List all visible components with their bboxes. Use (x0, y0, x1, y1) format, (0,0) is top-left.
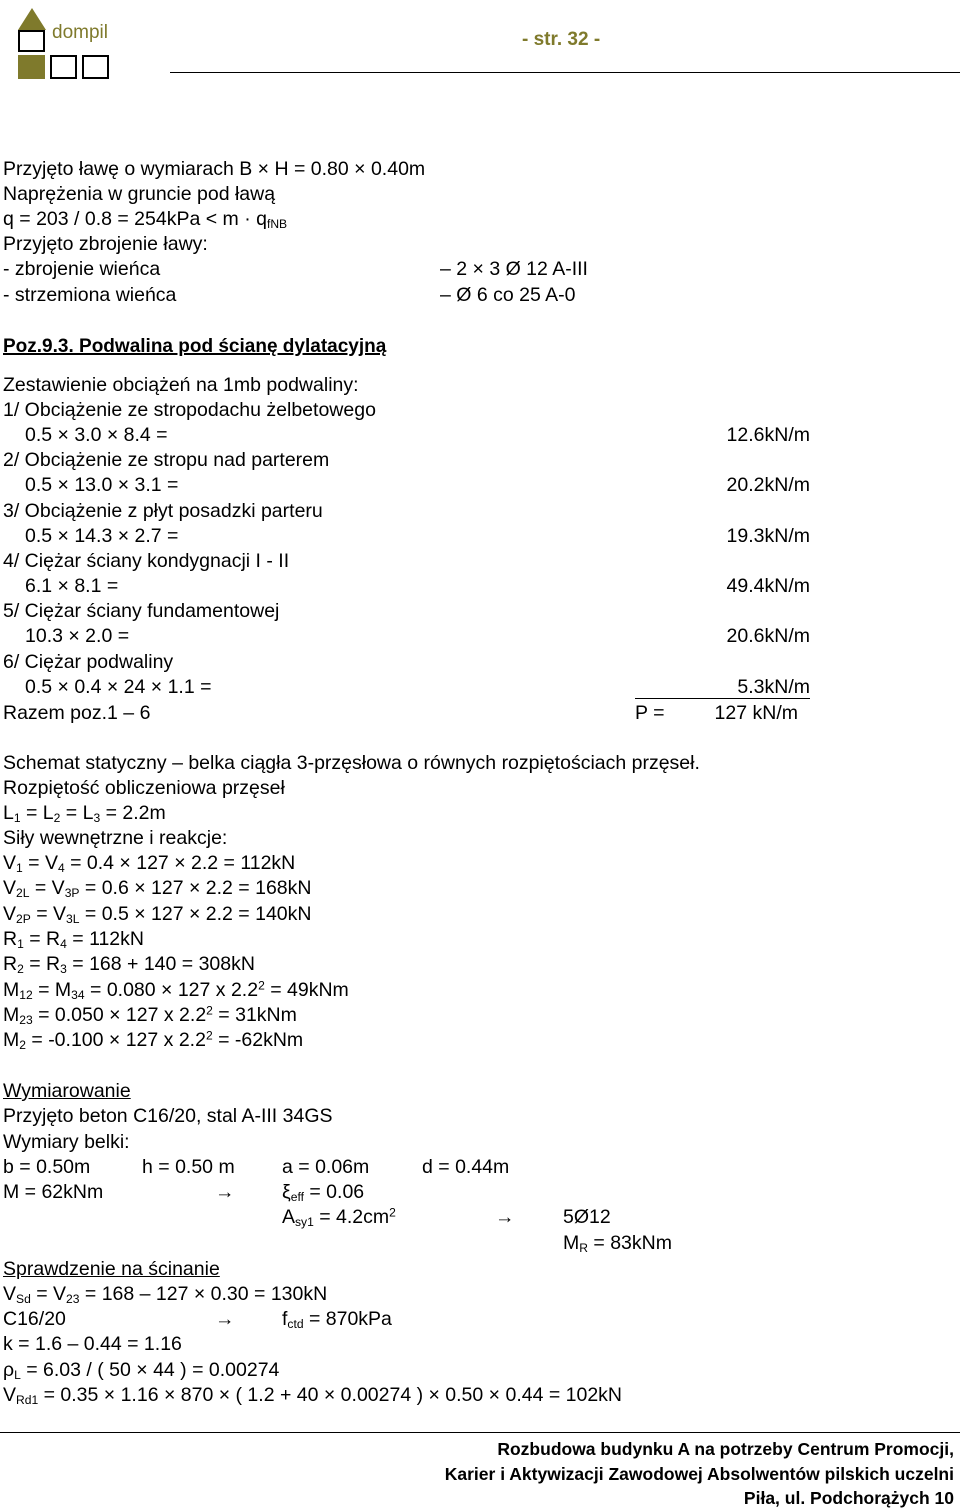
design-moment: M = 62kNm (3, 1181, 104, 1203)
load-formula: 0.5 × 3.0 × 8.4 = (25, 424, 168, 446)
total-label: Razem poz.1 – 6 (3, 702, 151, 724)
load-name: 6/ Ciężar podwaliny (3, 651, 174, 673)
k-factor: k = 1.6 – 0.44 = 1.16 (3, 1333, 182, 1355)
load-name: 3/ Obciążenie z płyt posadzki parteru (3, 500, 323, 522)
rho-l: $\rho_L = 6.03$ / ( 50 × 44 ) = 0.00274 (3, 1359, 280, 1383)
force-line: $V_{2P} = V_{3L} = 0.5 \times 127 \times 2.2 = 140kN$ (3, 903, 312, 927)
load-value: 5.3kN/m (737, 676, 810, 698)
reinf-label: - strzemiona wieńca (3, 284, 177, 306)
span-values: $L_1 = L_2 = L_3 = 2.2m$ (3, 802, 166, 826)
fctd: $f_{ctd} = 870kPa$ (282, 1308, 392, 1332)
loads-title: Zestawienie obciążeń na 1mb podwaliny: (3, 374, 359, 396)
logo-square (50, 55, 77, 79)
shear-title: Sprawdzenie na ścinanie (3, 1258, 220, 1280)
load-formula: 0.5 × 0.4 × 24 × 1.1 = (25, 676, 212, 698)
force-line: $V_1 = V_4 = 0.4 \times 127 \times 2.2 = 112kN$ (3, 852, 296, 876)
load-name: 4/ Ciężar ściany kondygnacji I - II (3, 550, 290, 572)
concrete-class: C16/20 (3, 1308, 66, 1330)
moment-line: $M_2 = -0.100 \times 127$ x $2.2^2 = -62kNm$ (3, 1028, 304, 1053)
arrow-icon: → (215, 1181, 235, 1203)
resisting-moment: $M_R = 83kNm$ (563, 1232, 672, 1256)
footer-line: Karier i Aktywizacji Zawodowej Absolwentów pilskich uczelni (444, 1464, 954, 1484)
load-formula: 6.1 × 8.1 = (25, 575, 119, 597)
total-value: 127 kN/m (714, 702, 798, 724)
load-value: 49.4kN/m (726, 575, 810, 597)
xi-eff: $\xi_{eff} = 0.06$ (282, 1181, 365, 1205)
reinf-label: - zbrojenie wieńca (3, 258, 161, 280)
footer-line: Piła, ul. Podchorążych 10 (743, 1488, 954, 1508)
logo-triangle-icon (18, 8, 46, 30)
footer-divider (0, 1432, 960, 1433)
load-value: 19.3kN/m (726, 525, 810, 547)
section-title: Poz.9.3. Podwalina pod ścianę dylatacyjną (3, 336, 387, 357)
moment-line: $M_{12} = M_{34} = 0.080 \times 127$ x $2.2^2 = 49kNm$ (3, 978, 349, 1003)
page-number: - str. 32 - (522, 29, 601, 50)
load-value: 20.2kN/m (726, 474, 810, 496)
arrow-icon: → (495, 1206, 515, 1228)
scheme-text: Schemat statyczny – belka ciągła 3-przęsłowa o równych rozpiętościach przęseł. (3, 752, 700, 774)
materials: Przyjęto beton C16/20, stal A-III 34GS (3, 1105, 333, 1127)
sum-line (635, 698, 810, 699)
dim-h: h = 0.50 m (142, 1156, 235, 1178)
design-title: Wymiarowanie (3, 1080, 131, 1102)
soil-stress-formula: $q = 203 / 0.8 = 254kPa < m \cdot q_{fNB}$ (3, 208, 288, 232)
reinf-value: – 2 × 3 Ø 12 A-III (440, 258, 588, 280)
load-name: 5/ Ciężar ściany fundamentowej (3, 600, 280, 622)
soil-stress-title: Naprężenia w gruncie pod ławą (3, 183, 276, 205)
logo-text: dompil (52, 22, 108, 43)
logo-square (18, 30, 45, 52)
logo-square-olive (18, 55, 45, 79)
moment-line: $M_{23} = 0.050 \times 127$ x $2.2^2 = 31kNm$ (3, 1003, 297, 1028)
force-line: $R_1 = R_4 = 112kN$ (3, 928, 144, 952)
total-p-label: P = (635, 702, 665, 724)
load-formula: 10.3 × 2.0 = (25, 625, 130, 647)
load-formula: 0.5 × 14.3 × 2.7 = (25, 525, 179, 547)
forces-title: Siły wewnętrzne i reakcje: (3, 827, 228, 849)
arrow-icon: → (215, 1308, 235, 1330)
bars: 5Ø12 (563, 1206, 611, 1228)
load-name: 1/ Obciążenie ze stropodachu żelbetowego (3, 399, 376, 421)
force-line: $R_2 = R_3 = 168 + 140 = 308kN$ (3, 953, 255, 977)
load-name: 2/ Obciążenie ze stropu nad parterem (3, 449, 330, 471)
shear-vsd: $V_{Sd} = V_{23} = 168 - 127 \times 0.30 = 130kN$ (3, 1283, 328, 1307)
logo-square (82, 55, 109, 79)
steel-area: $A_{sy1} = 4.2cm^2$ (282, 1205, 396, 1230)
reinforcement-title: Przyjęto zbrojenie ławy: (3, 233, 208, 255)
dim-d: d = 0.44m (422, 1156, 510, 1178)
dim-a: a = 0.06m (282, 1156, 370, 1178)
load-value: 20.6kN/m (726, 625, 810, 647)
load-value: 12.6kN/m (726, 424, 810, 446)
dim-b: b = 0.50m (3, 1156, 91, 1178)
logo-triangle-square (18, 8, 46, 30)
vrd1: $V_{Rd1} = 0.35 \times 1.16 \times 870$ × ( 1.2 + 40 × 0.00274 ) × 0.50 × 0.44 = 102kN (3, 1384, 623, 1408)
foundation-dims: Przyjęto ławę o wymiarach B × H = 0.80 × 0.40m (3, 158, 426, 180)
force-line: $V_{2L} = V_{3P} = 0.6 \times 127 \times 2.2 = 168kN$ (3, 877, 312, 901)
header-divider (170, 72, 960, 73)
reinf-value: – Ø 6 co 25 A-0 (440, 284, 576, 306)
dims-title: Wymiary belki: (3, 1131, 130, 1153)
span-title: Rozpiętość obliczeniowa przęseł (3, 777, 285, 799)
load-formula: 0.5 × 13.0 × 3.1 = (25, 474, 179, 496)
footer-line: Rozbudowa budynku A na potrzeby Centrum Promocji, (497, 1439, 954, 1459)
